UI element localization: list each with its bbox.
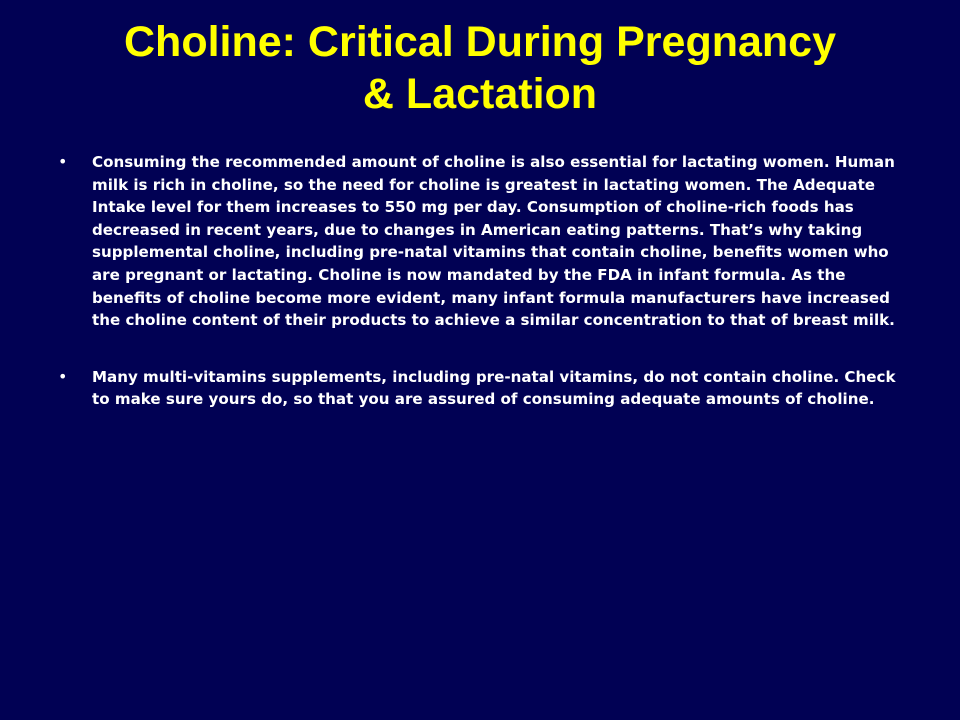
slide-title-line-2: & Lactation [362,70,598,118]
bullet-text: Consuming the recommended amount of choline is also essential for lactating women. Human milk is rich in choline, so the need for choline is greatest in lactating women. The Adequate Intake level for them increases to 550 mg per day. Consumption of choline-rich foods has decreased in recent years, due to changes in American eating patterns. That’s why taking supplemental choline, including pre-natal vitamins that contain choline, benefits women who are pregnant or lactating. Choline is now mandated by the FDA in infant formula. As the benefits of choline become more evident, many infant formula manufacturers have increased the choline content of their products to achieve a similar concentration to that of breast milk. [92,153,895,330]
bullet-text: Many multi-vitamins supplements, including pre-natal vitamins, do not contain choline. Check to make sure yours do, so that you are assured of consuming adequate amounts of choline. [92,367,896,409]
bullet-list [58,151,918,445]
slide-title-line-1: Choline: Critical During Pregnancy [124,18,836,66]
slide-title [40,16,920,120]
bullet-item-multivitamins [58,366,918,411]
bullet-item-lactation [58,151,918,332]
bullet-marker: • [58,366,68,386]
bullet-marker: • [58,152,68,171]
